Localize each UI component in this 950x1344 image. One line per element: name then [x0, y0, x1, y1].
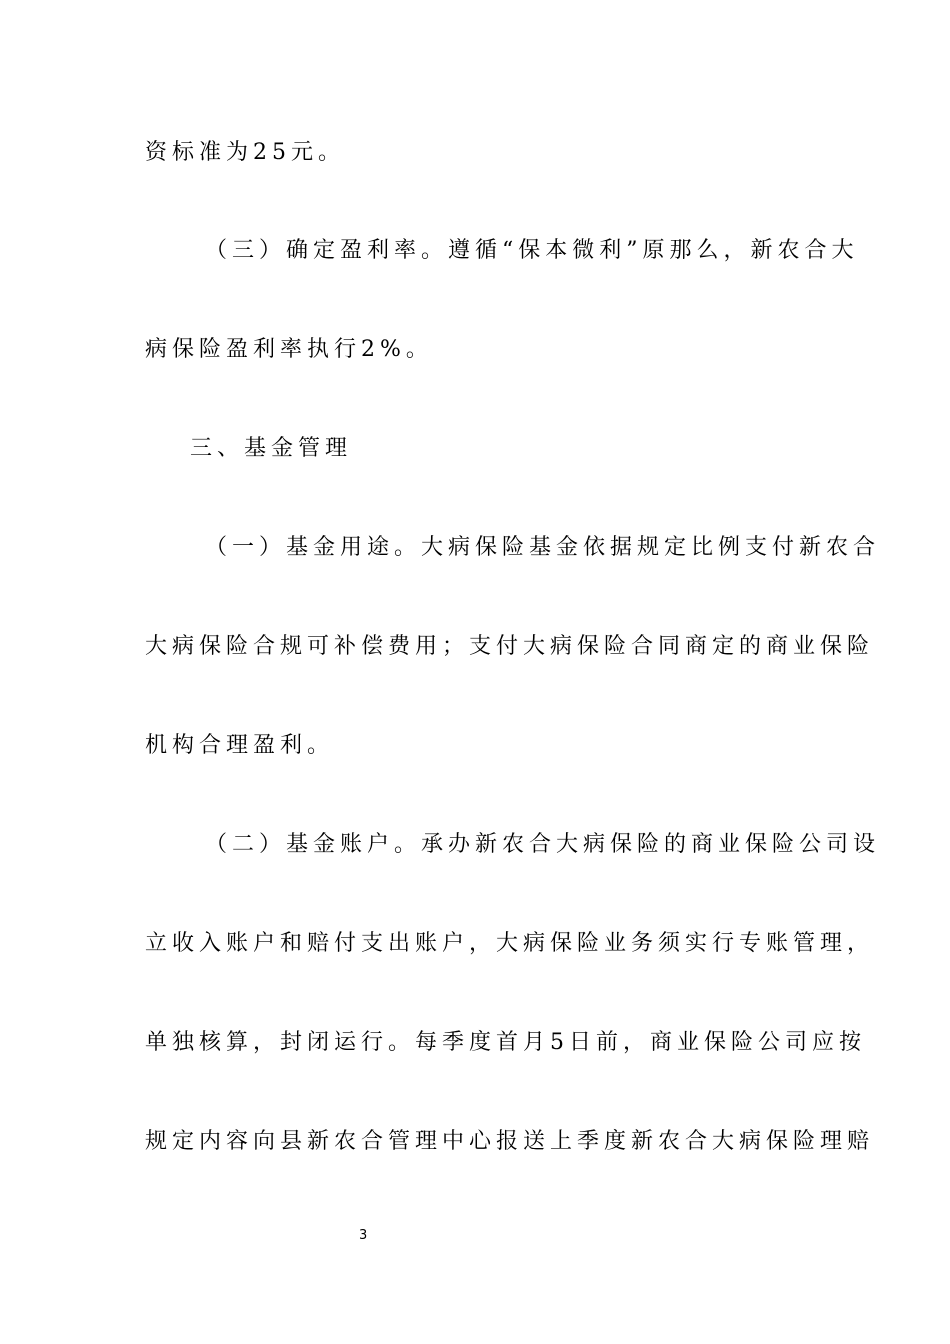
text-line-11: 规定内容向县新农合管理中心报送上季度新农合大病保险理赔 [145, 1129, 875, 1154]
text-line-6: 大病保险合规可补偿费用；支付大病保险合同商定的商业保险 [145, 634, 875, 659]
text-line-2: （三）确定盈利率。遵循“保本微利”原那么，新农合大 [205, 238, 859, 263]
text-line-5: （一）基金用途。大病保险基金依据规定比例支付新农合 [205, 535, 881, 560]
page-number: 3 [359, 1228, 368, 1243]
text-line-3: 病保险盈利率执行2%。 [145, 337, 433, 362]
text-line-1: 资标准为25元。 [145, 140, 345, 165]
section-heading: 三、基金管理 [190, 436, 353, 461]
text-line-7: 机构合理盈利。 [145, 733, 335, 758]
text-line-10: 单独核算，封闭运行。每季度首月5日前，商业保险公司应按 [145, 1030, 866, 1055]
text-line-9: 立收入账户和赔付支出账户，大病保险业务须实行专账管理， [145, 931, 875, 956]
text-line-8: （二）基金账户。承办新农合大病保险的商业保险公司设 [205, 832, 881, 857]
